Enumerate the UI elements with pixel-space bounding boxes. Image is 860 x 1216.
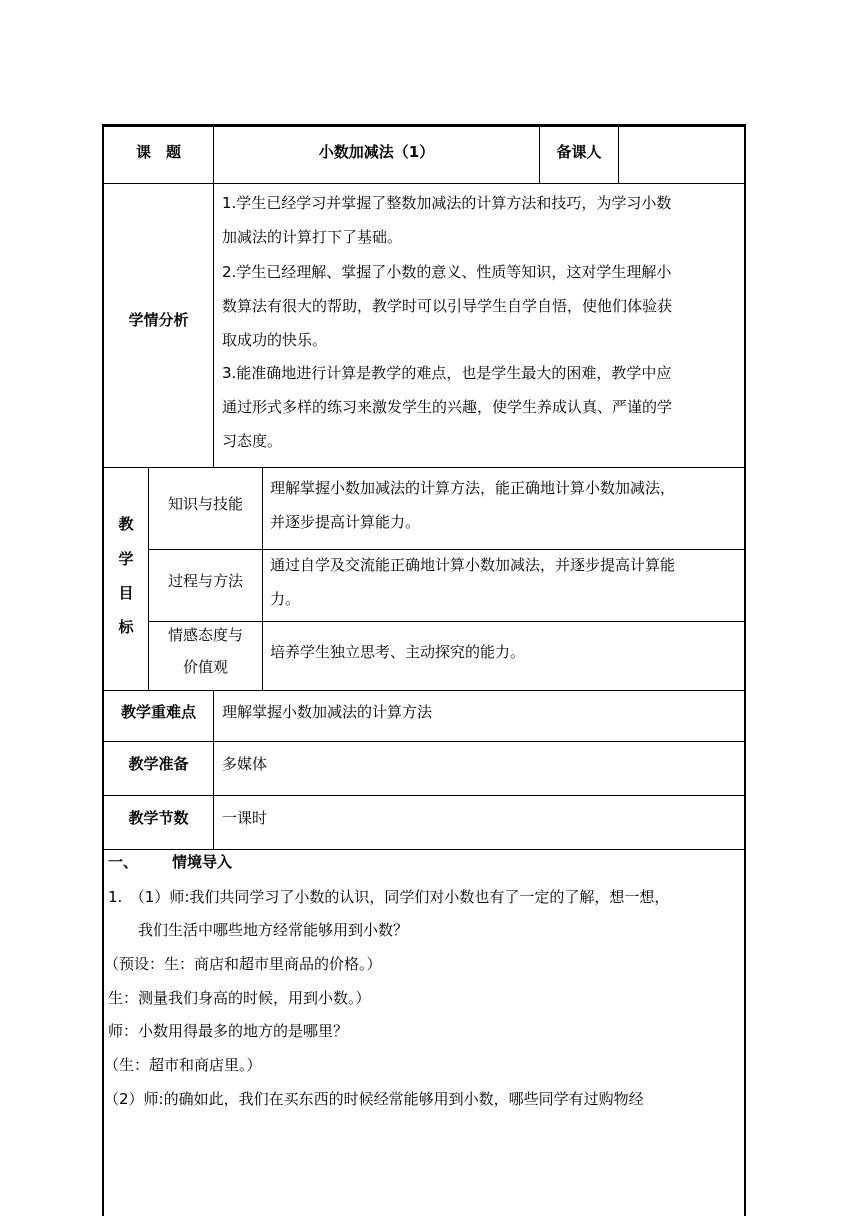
goal-name-process: 过程与方法 xyxy=(167,572,243,590)
sessions-value: 一课时 xyxy=(222,809,268,827)
goals-label-char: 学 xyxy=(118,550,134,568)
analysis-line: 1.学生已经学习并掌握了整数加减法的计算方法和技巧，为学习小数 xyxy=(222,194,672,212)
analysis-line: 2.学生已经理解、掌握了小数的意义、性质等知识，这对学生理解小 xyxy=(222,263,672,281)
column-divider xyxy=(262,467,263,690)
row-divider xyxy=(104,183,745,184)
process-line: （2）师:的确如此，我们在买东西的时候经常能够用到小数，哪些同学有过购物经 xyxy=(104,1090,644,1108)
row-divider xyxy=(104,690,745,691)
preparation-value: 多媒体 xyxy=(222,755,268,773)
sessions-label: 教学节数 xyxy=(128,809,189,827)
goals-label-char: 目 xyxy=(118,584,134,602)
section-title: 情境导入 xyxy=(172,853,233,871)
analysis-line: 习态度。 xyxy=(222,432,283,450)
process-line: 1. （1）师:我们共同学习了小数的认识，同学们对小数也有了一定的了解，想一想， xyxy=(108,888,670,906)
goal-content-knowledge: 理解掌握小数加减法的计算方法，能正确地计算小数加减法， xyxy=(270,479,676,497)
goals-label-char: 标 xyxy=(118,618,134,636)
analysis-line: 数算法有很大的帮助，教学时可以引导学生自学自悟，使他们体验获 xyxy=(222,297,673,315)
preparer-label: 备课人 xyxy=(556,143,602,161)
analysis-line: 通过形式多样的练习来激发学生的兴趣，使学生养成认真、严谨的学 xyxy=(222,398,673,416)
column-divider xyxy=(213,126,214,468)
goal-content-process: 通过自学及交流能正确地计算小数加减法，并逐步提高计算能 xyxy=(270,556,676,574)
analysis-label: 学情分析 xyxy=(128,311,189,329)
key-points-label: 教学重难点 xyxy=(120,703,196,721)
goal-content-process: 力。 xyxy=(270,590,301,608)
goal-content-attitude: 培养学生独立思考、主动探究的能力。 xyxy=(270,643,526,661)
topic-label: 课 题 xyxy=(135,143,181,161)
analysis-line: 取成功的快乐。 xyxy=(222,331,328,349)
goal-name-attitude: 情感态度与 xyxy=(167,626,243,644)
process-line: （生：超市和商店里。） xyxy=(104,1056,262,1074)
topic-value: 小数加减法（1） xyxy=(318,143,435,161)
process-line: 生：测量我们身高的时候，用到小数。） xyxy=(108,989,371,1007)
column-divider xyxy=(618,126,619,183)
section-number: 一、 xyxy=(108,853,139,871)
process-line: 师：小数用得最多的地方的是哪里？ xyxy=(108,1022,349,1040)
process-line: （预设：生：商店和超市里商品的价格。） xyxy=(104,955,382,973)
process-line: 我们生活中哪些地方经常能够用到小数？ xyxy=(138,921,409,939)
key-points-value: 理解掌握小数加减法的计算方法 xyxy=(222,703,433,721)
row-divider xyxy=(104,467,745,468)
goals-label-char: 教 xyxy=(118,515,134,533)
goal-name-knowledge: 知识与技能 xyxy=(167,495,243,513)
analysis-line: 3.能准确地进行计算是教学的难点，也是学生最大的困难，教学中应 xyxy=(222,364,672,382)
goal-name-attitude: 价值观 xyxy=(182,658,228,676)
preparation-label: 教学准备 xyxy=(128,755,189,773)
analysis-line: 加减法的计算打下了基础。 xyxy=(222,228,403,246)
column-divider xyxy=(213,690,214,849)
row-divider xyxy=(104,741,745,742)
row-divider xyxy=(104,795,745,796)
goal-content-knowledge: 并逐步提高计算能力。 xyxy=(270,513,421,531)
